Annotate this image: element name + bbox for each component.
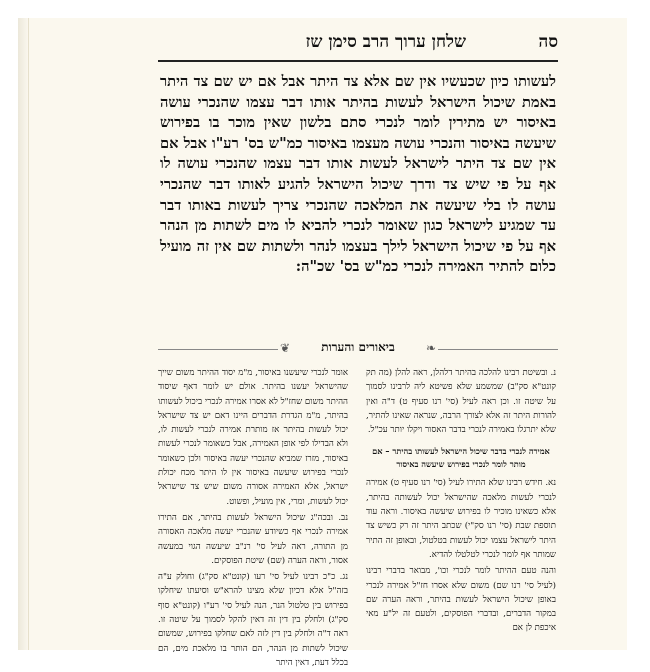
ornament-icon: ❧ <box>425 341 436 355</box>
main-text-block <box>160 72 556 278</box>
note-paragraph: והנה טעם ההיתר לומר לנכרי וכו', מבואר בדברי רבינו (לעיל סי' רנו שם) משום שלא אסרו חז"ל אמירה לנכרי באופן שיכול הישראל לעשות בהיתר, וראה הערה שם במקור הדברים, ובדברי הפוסקים, ולטעם זה יל"ע מאי איכפת לן אם <box>366 566 556 634</box>
divider-line-left <box>158 349 278 350</box>
note-paragraph: נג. כ"כ רבינו לעיל סי' רעו (קונט"א סק"ג) וחולק ע"ה בזה"ל אלא דכיון שלא מצינו להרא"ש וסיעתו שיחלקו בפירוש בין טלטול הנר, הנה לעיל סי' רע"ו (קונט"א סוף סק"ג) ולחלק בין דין זה דאין להקל לסמוך על שיטה זו. ראה ד"ה ולחלק בין דין לזה לאם שחלקו בפירוש, שמשום שיכול לשתות מן הנהר, הם הותר בו מלאכת מים, הם בכלל דעת, דאין היתר <box>158 572 348 668</box>
note-paragraph: נ. ובשיטת רבינו להלכה בהיתר דלהלן, ראה להלן (מה תק קונט"א סק"ב) שמשמע שלא פשיטא ליה לרבינו לסמוך על שיטה זו. וכן ראה לעיל (סי' רנו סעיף ט) ד"ה ואין להורות היתר זה אלא לצורך הרבה, שנראה שאינו להתיר, שלא יתרגלו באמירה לנכרי בדבר האסור ויקלו יותר עכ"ל. <box>366 368 556 436</box>
note-paragraph: נא. חידש רבינו שלא התירו לעיל (סי' רנו סעיף ט) אמירה לנכרי לעשות מלאכה שהישראל יכול לעשותה בהיתר, אלא כשאינו מוכיר לו בפירוש שיעשה באיסור. וראה עוד תוספת שבת (סי' רנו סק"י) שכתב היתר זה רק כשיש צד היתר לישראל עצמו יכול לעשות בטלטול, ובאופן זה התיר שמותר אף לומר לנכרי לטלטלו להדיא. <box>366 478 556 560</box>
note-paragraph: אומר לנכרי שיעשנו באיסור, מ"מ יסוד ההיתר משום שייך שהישראל יעשנו בהיתר. אולם יש לומר דאף שיסוד ההיתר משום שחז"ל לא אסרו אמירה לנכרי ביכול לעשותו בהיתר, מ"מ הגדרת הדברים היינו דאם יש צד שישראל יכול לעשות בהיתר אז מותרת אמירה לנכרי לעשות לו, ולא הבדילו לפי אופן האמירה, אבל כשאומר לנכרי לעשות באיסור, מזרז שמביא שהנכרי יעשה באיסור ולכן כשאומר לנכרי בפירוש שיעשה באיסור אין לו היתר מכח יכולת ישראל, אלא האמירה אסורה משום שיש צד שישראל יכול לעשות, ומרי, אין מועיל, ופשוט. <box>158 368 348 507</box>
divider-line-right <box>438 349 558 350</box>
main-text: לעשותו כיון שכעשיו אין שם אלא צד היתר אבל אם יש שם צד היתר באמת שיכול הישראל לעשות בהיתר אותו דבר עצמו שהנכרי עושה באיסור יש מתירין לומר לנכרי סתם בלשון שאין מוכר בו בפירוש שיעשה באיסור והנכרי עושה מעצמו באיסור כמ"ש בס' רע"ו אבל אם אין שם צד היתר לישראל לעשות אותו דבר עצמו שהנכרי עושה לו אף על פי שיש צד ודרך שיכול הישראל להגיע לאותו דבר שהנכרי עושה לו בלי שיעשה את המלאכה שהנכרי צריך לעשות באותו דבר עד שמגיע לישראל כגון שאומר לנכרי להביא לו מים לשתות מן הנהר אף על פי שיכול הישראל לילך בעצמו לנהר ולשתות שם אין זה מועיל כלום להתיר האמירה לנכרי כמ"ש בס' שכ"ה: <box>160 73 556 276</box>
ornament-icon: ❦ <box>280 341 291 355</box>
header-title: שלחן ערוך הרב סימן שז <box>305 32 466 52</box>
section-divider <box>158 340 558 358</box>
running-header <box>158 32 558 58</box>
section-title: ביאורים והערות <box>315 340 400 355</box>
book-spine <box>18 18 28 650</box>
notes-column-left <box>158 366 348 672</box>
notes-column-right <box>366 366 556 638</box>
note-subheading: אמירה לנכרי בדבר שיכול הישראל לעשותו בהיתר – אם מותר לומר לנכרי בפירוש שיעשה באיסור <box>372 446 550 469</box>
page-number: סה <box>538 32 558 52</box>
header-rule <box>158 60 558 62</box>
note-paragraph: נב. ובכה"ג שיכול הישראל לעשות בהיתר, אם התירו אמירה לנכרי אף כשיודע שהנכרי יעשה מלאכה האסורה מן התורה, ראה לעיל סי' רנ"ב שיעשה הגוי במעשה אסור, וראה הערה (שם) שיטת הפוסקים. <box>158 512 348 566</box>
